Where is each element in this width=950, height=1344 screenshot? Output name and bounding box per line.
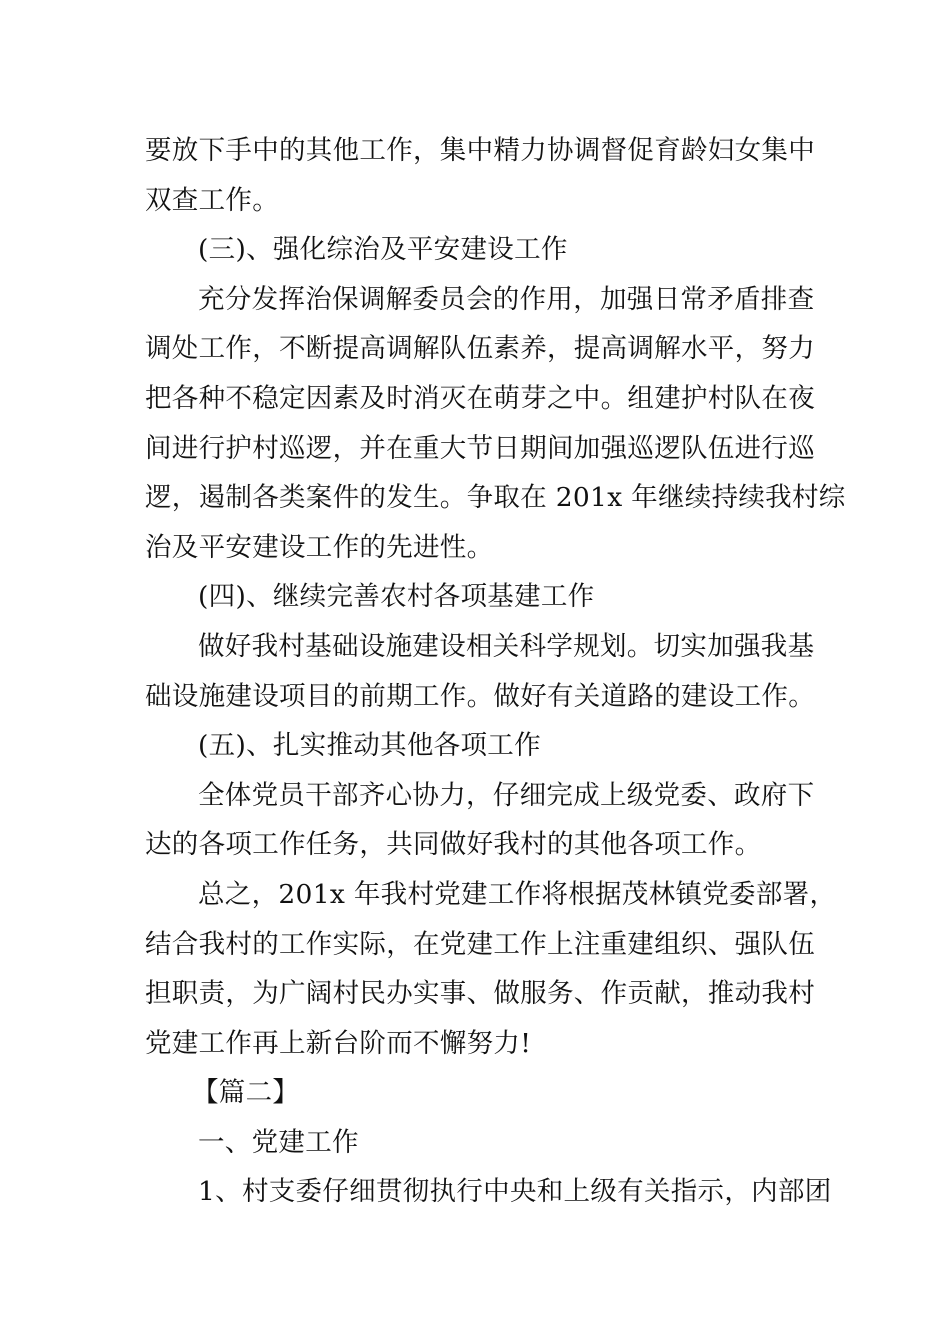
text-line: 担职责，为广阔村民办实事、做服务、作贡献，推动我村	[145, 978, 815, 1010]
text-line: 达的各项工作任务，共同做好我村的其他各项工作。	[145, 829, 762, 861]
text-line: 做好我村基础设施建设相关科学规划。切实加强我基	[198, 630, 815, 662]
text-line: 调处工作，不断提高调解队伍素养，提高调解水平，努力	[145, 333, 815, 365]
text-line: 间进行护村巡逻，并在重大节日期间加强巡逻队伍进行巡	[145, 432, 815, 464]
text-line: 逻，遏制各类案件的发生。争取在 201x 年继续持续我村综	[145, 482, 846, 514]
section-heading: (三)、强化综治及平安建设工作	[198, 234, 568, 266]
text-line: 党建工作再上新台阶而不懈努力!	[145, 1027, 532, 1059]
document-body	[145, 126, 846, 1217]
text-line: 结合我村的工作实际，在党建工作上注重建组织、强队伍	[145, 928, 815, 960]
text-line: 治及平安建设工作的先进性。	[145, 531, 494, 563]
text-line: 础设施建设项目的前期工作。做好有关道路的建设工作。	[145, 680, 815, 712]
text-line: 要放下手中的其他工作，集中精力协调督促育龄妇女集中	[145, 135, 815, 166]
text-line: 1、村支委仔细贯彻执行中央和上级有关指示，内部团	[198, 1176, 832, 1208]
section-heading: (四)、继续完善农村各项基建工作	[198, 581, 595, 613]
section-heading: 一、党建工作	[198, 1126, 359, 1158]
part-title: 【篇二】	[192, 1077, 300, 1109]
section-heading: (五)、扎实推动其他各项工作	[198, 730, 541, 762]
text-line: 把各种不稳定因素及时消灭在萌芽之中。组建护村队在夜	[145, 382, 815, 414]
text-line: 双查工作。	[145, 184, 279, 216]
text-line: 总之，201x 年我村党建工作将根据茂林镇党委部署，	[198, 878, 837, 910]
text-line: 充分发挥治保调解委员会的作用，加强日常矛盾排查	[198, 283, 815, 315]
text-line: 全体党员干部齐心协力，仔细完成上级党委、政府下	[198, 779, 815, 811]
